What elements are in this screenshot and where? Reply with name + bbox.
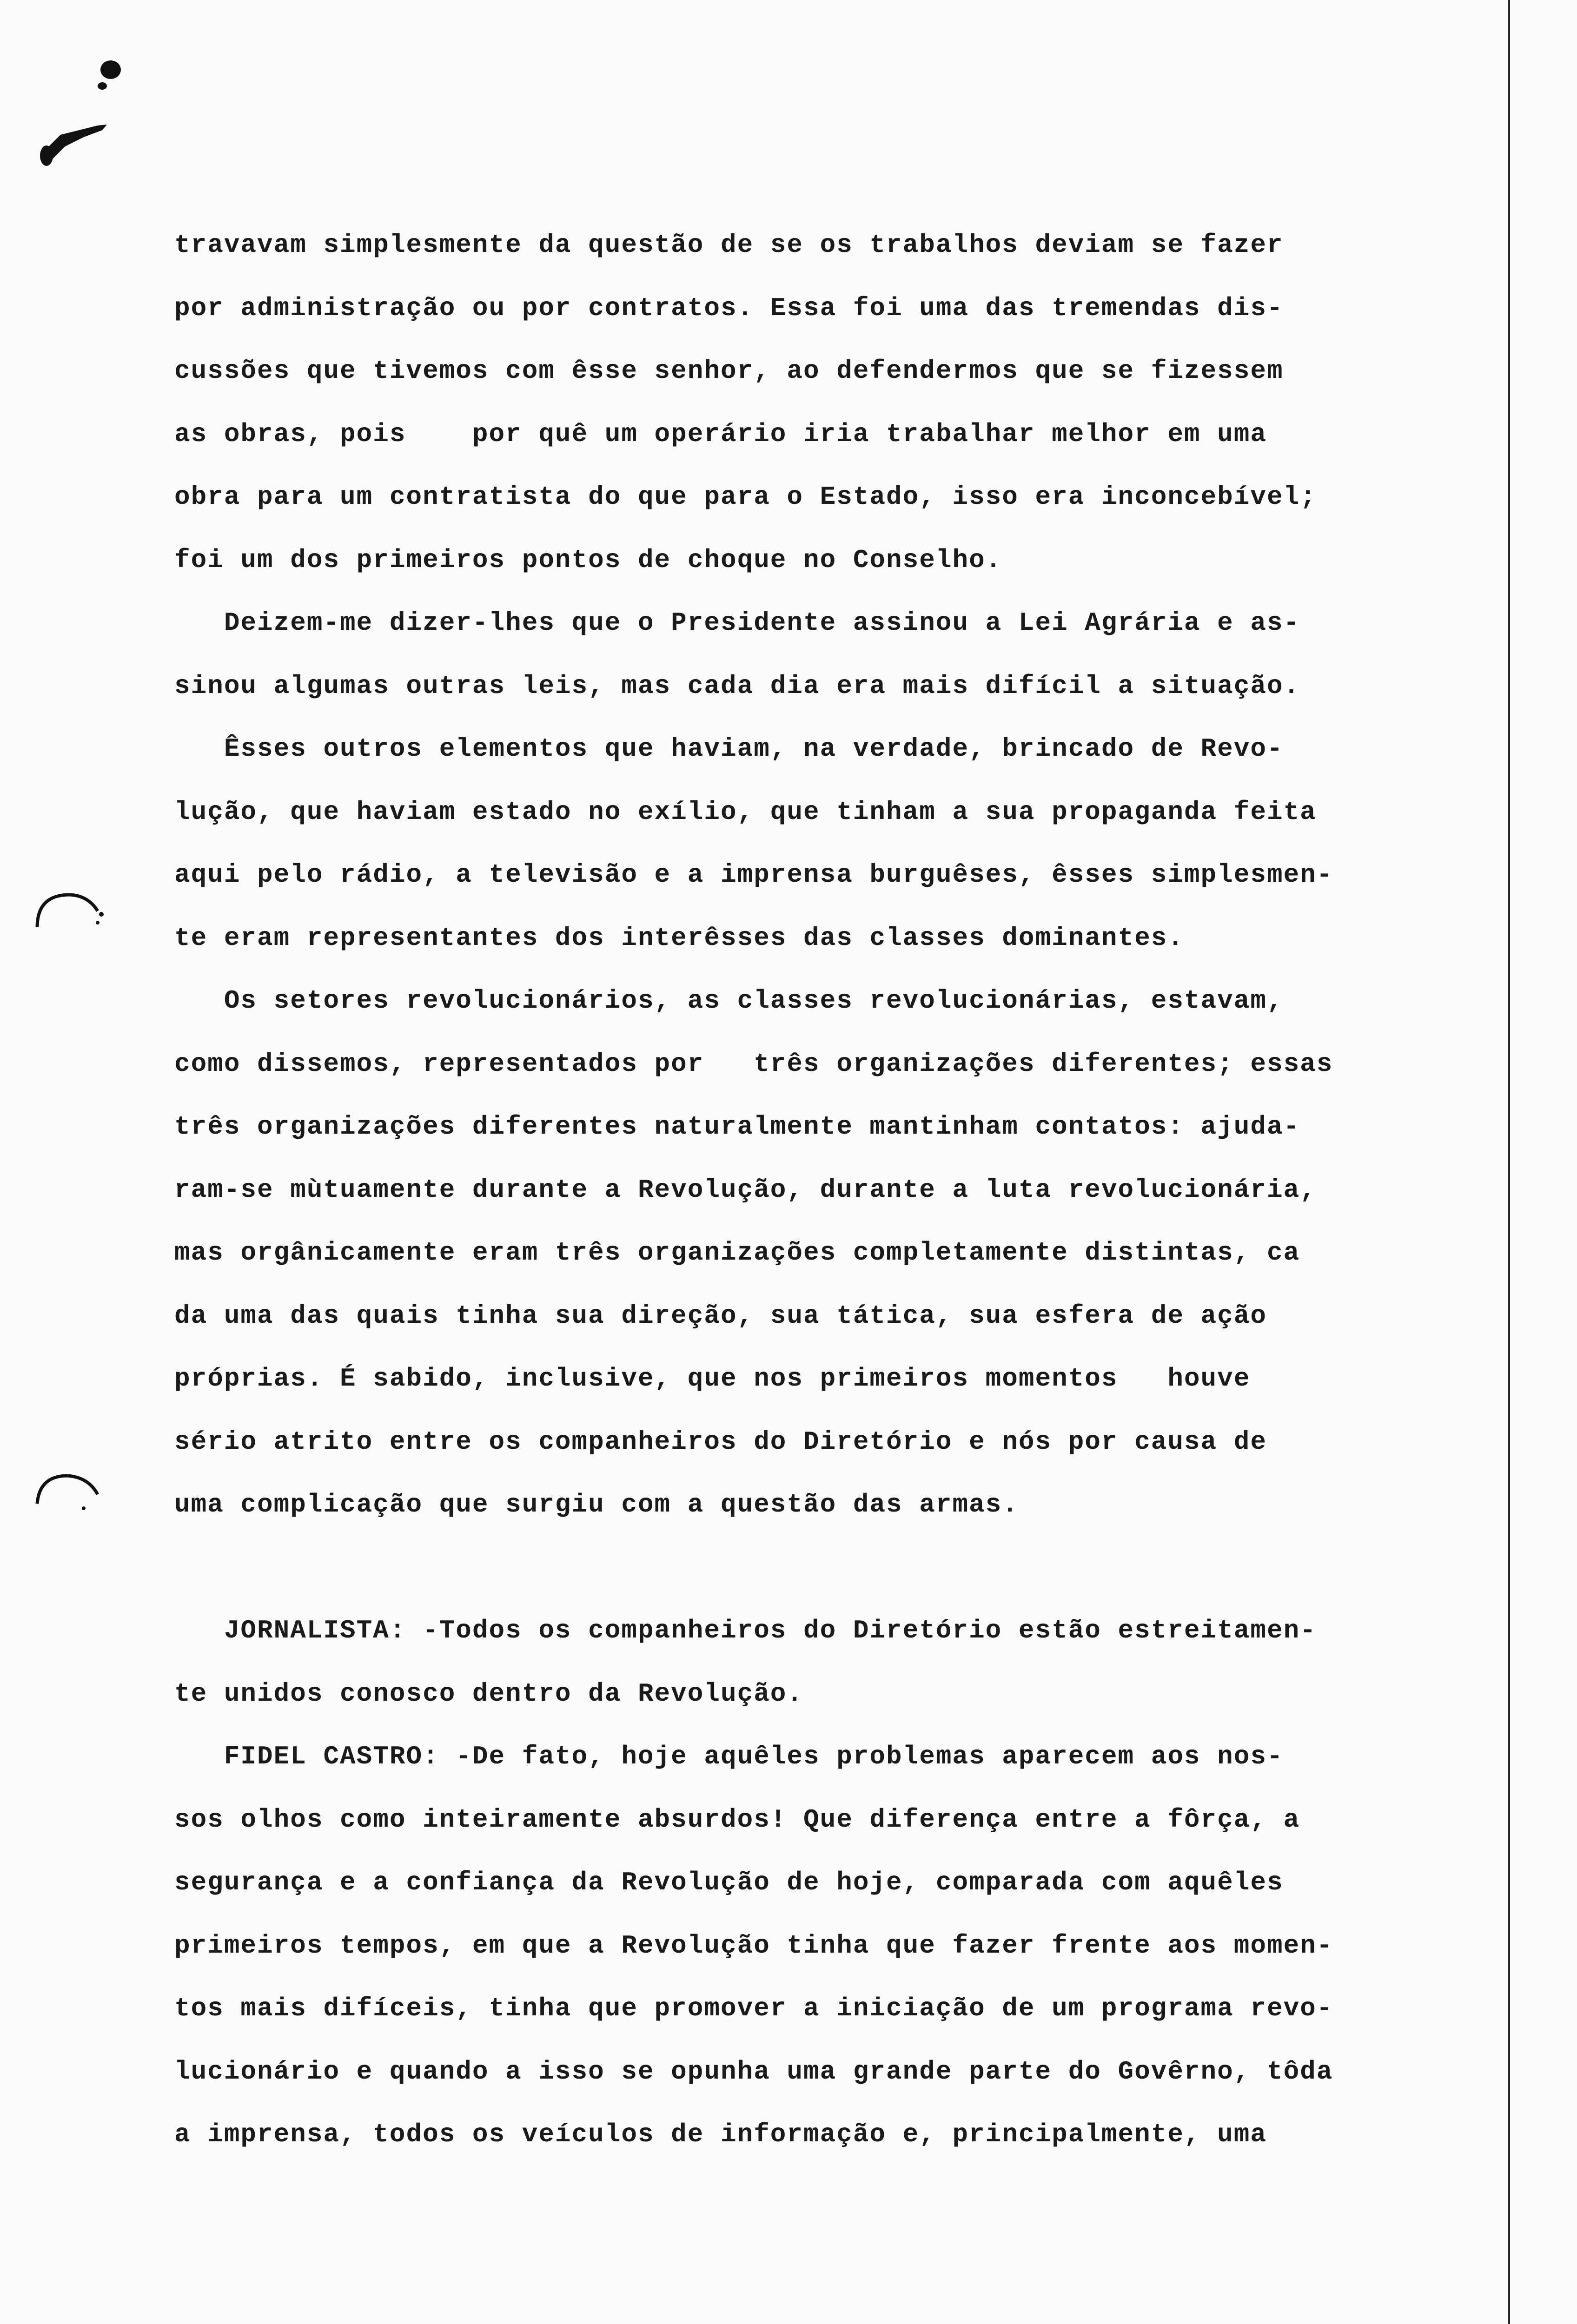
text-line: três organizações diferentes naturalmente mantinham contatos: ajuda- [174,1112,1300,1142]
text-line: travavam simplesmente da questão de se os trabalhos deviam se fazer [174,230,1284,260]
text-line: por administração ou por contratos. Essa foi uma das tremendas dis- [174,293,1284,323]
text-line: sos olhos como inteiramente absurdos! Que diferença entre a fôrça, a [174,1804,1300,1835]
text-line: sério atrito entre os companheiros do Diretório e nós por causa de [174,1426,1267,1457]
text-line: segurança e a confiança da Revolução de hoje, comparada com aquêles [174,1868,1284,1897]
text-line: Êsses outros elementos que haviam, na verdade, brincado de Revo- [174,734,1284,764]
text-line: te unidos conosco dentro da Revolução. [174,1678,804,1709]
text-line: obra para um contratista do que para o Estado, isso era inconcebível; [174,482,1317,512]
text-line: Deizem-me dizer-lhes que o Presidente assinou a Lei Agrária e as- [174,608,1300,638]
text-line: a imprensa, todos os veículos de informação e, principalmente, uma [174,2119,1267,2149]
text-line: FIDEL CASTRO: -De fato, hoje aquêles problemas aparecem aos nos- [174,1742,1284,1771]
text-line: da uma das quais tinha sua direção, sua tática, sua esfera de ação [174,1301,1267,1331]
text-line: foi um dos primeiros pontos de choque no Conselho. [174,545,1002,575]
text-line: tos mais difíceis, tinha que promover a iniciação de um programa revo- [174,1994,1333,2023]
text-line: JORNALISTA: -Todos os companheiros do Diretório estão estreitamen- [174,1616,1317,1645]
punch-hole-mark-upper [28,885,107,937]
blank-line [174,1537,1513,1600]
text-line: primeiros tempos, em que a Revolução tinha que fazer frente aos momen- [174,1930,1333,1961]
text-line: ram-se mùtuamente durante a Revolução, durante a luta revolucionária, [174,1175,1317,1205]
text-line: próprias. É sabido, inclusive, que nos primeiros momentos houve [174,1364,1251,1393]
text-line: aqui pelo rádio, a televisão e a imprensa burguêses, êsses simplesmen- [174,860,1333,890]
text-line: uma complicação que surgiu com a questão das armas. [174,1490,1019,1519]
text-line: cussões que tivemos com êsse senhor, ao defendermos que se fizessem [174,356,1284,386]
text-line: mas orgânicamente eram três organizações completamente distintas, ca [174,1238,1300,1268]
document-body [174,214,1513,2166]
punch-hole-mark-lower [28,1469,107,1520]
text-line: Os setores revolucionários, as classes revolucionárias, estavam, [174,986,1284,1016]
text-line: sinou algumas outras leis, mas cada dia era mais difícil a situação. [174,671,1300,701]
text-line: como dissemos, representados por três organizações diferentes; essas [174,1049,1333,1079]
text-line: lucionário e quando a isso se opunha uma grande parte do Govêrno, tôda [174,2056,1333,2086]
text-line: as obras, pois por quê um operário iria trabalhar melhor em uma [174,419,1267,449]
text-line: lução, que haviam estado no exílio, que tinham a sua propaganda feita [174,797,1317,827]
text-line: te eram representantes dos interêsses das classes dominantes. [174,923,1184,953]
ink-blot-mark [28,56,139,177]
